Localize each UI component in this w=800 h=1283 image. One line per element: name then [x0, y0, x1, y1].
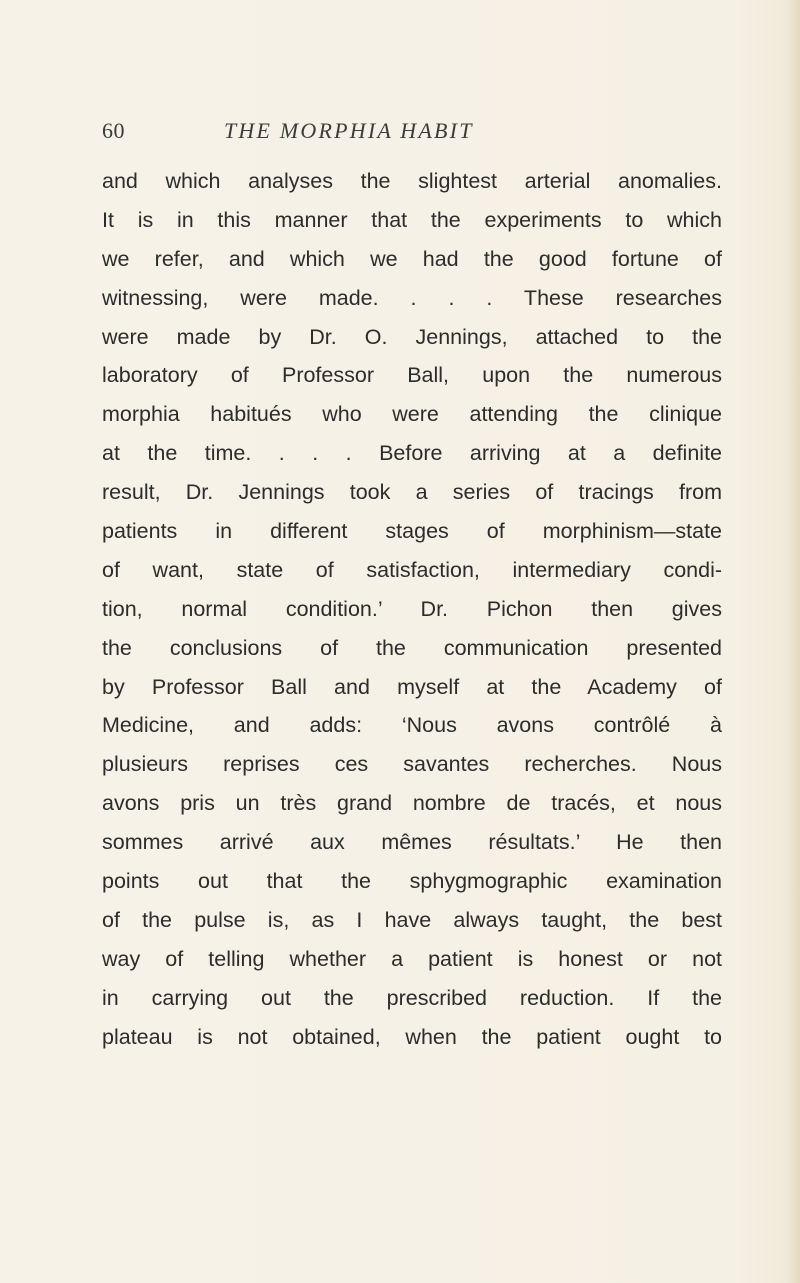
- text-line: in carrying out the prescribed reduction. If the: [102, 985, 722, 1010]
- text-line: at the time. . . . Before arriving at a definite: [102, 441, 722, 466]
- text-line: by Professor Ball and myself at the Academy of: [102, 674, 722, 699]
- text-line: Medicine, and adds: ‘Nous avons contrôlé à: [102, 713, 722, 738]
- text-line: It is in this manner that the experiments to which: [102, 207, 722, 232]
- page-edge-shadow: [786, 0, 800, 1283]
- text-line: the conclusions of the communication presented: [102, 635, 722, 660]
- text-line: points out that the sphygmographic examination: [102, 869, 722, 894]
- text-line: plateau is not obtained, when the patient ought to: [102, 1024, 722, 1049]
- text-line: tion, normal condition.’ Dr. Pichon then gives: [102, 596, 722, 621]
- running-head: [0, 118, 800, 152]
- body-text: [102, 162, 722, 1056]
- text-line: and which analyses the slightest arterial anomalies.: [102, 169, 722, 193]
- page-number: 60: [102, 118, 125, 143]
- text-line: witnessing, were made. . . . These researches: [102, 285, 722, 310]
- text-line: of want, state of satisfaction, intermediary condi-: [102, 557, 722, 582]
- text-line: were made by Dr. O. Jennings, attached to the: [102, 324, 722, 349]
- text-line: result, Dr. Jennings took a series of tracings from: [102, 480, 722, 505]
- text-line: morphia habitués who were attending the clinique: [102, 402, 722, 427]
- text-line: way of telling whether a patient is honest or not: [102, 946, 722, 971]
- text-line: laboratory of Professor Ball, upon the numerous: [102, 363, 722, 388]
- text-line: patients in different stages of morphinism—state: [102, 519, 722, 544]
- text-line: sommes arrivé aux mêmes résultats.’ He then: [102, 830, 722, 855]
- text-line: avons pris un très grand nombre de tracés, et nous: [102, 791, 722, 816]
- text-line: of the pulse is, as I have always taught, the best: [102, 907, 722, 932]
- text-line: plusieurs reprises ces savantes recherches. Nous: [102, 752, 722, 777]
- text-line: we refer, and which we had the good fortune of: [102, 246, 722, 271]
- book-title: THE MORPHIA HABIT: [224, 118, 474, 143]
